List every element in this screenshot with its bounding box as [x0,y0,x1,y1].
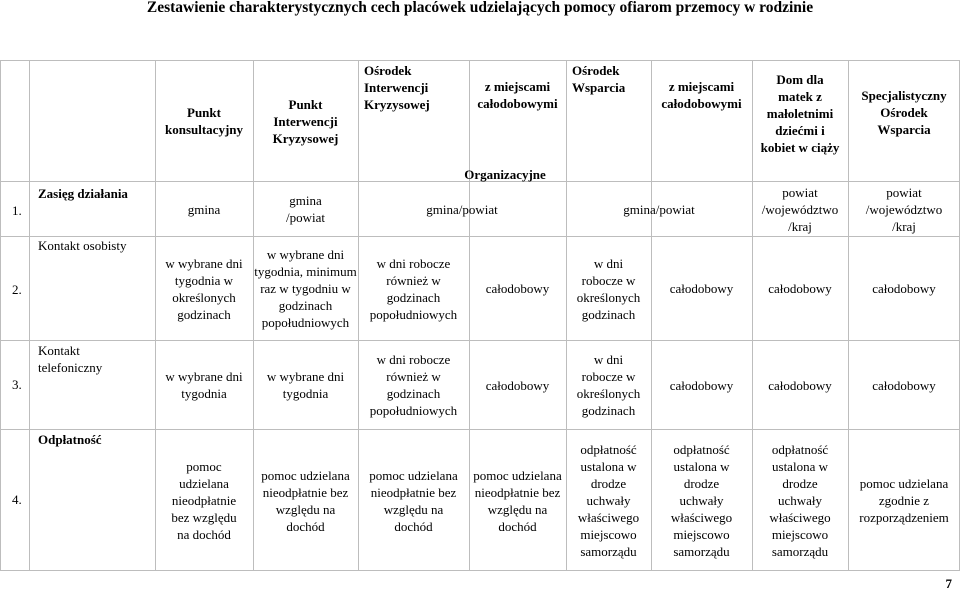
row-number: 2. [12,282,22,297]
cell-ow-telefoniczny: w dni robocze w określonych godzinach [576,352,641,418]
cell-sow-odplatnosc: pomoc udzielana zgodnie z rozporządzeniem [859,476,949,525]
header-punkt-interwencji: Punkt Interwencji Kryzysowej [272,96,339,146]
header-osrodek-interwencji-full: z miejscami całodobowymi [477,79,558,111]
cell-ow-odplatnosc: odpłatność ustalona w drodze uchwały właściwego miejscowo samorządu [577,442,640,559]
cell-ow-full-telefoniczny: całodobowy [669,377,734,393]
page-title: Zestawienie charakterystycznych cech placówek udzielających pomocy ofiarom przemocy w rodzinie [146,0,814,16]
row-label-odplatnosc: Odpłatność [38,432,102,447]
cell-ow-full-odplatnosc: odpłatność ustalona w drodze uchwały właściwego miejscowo samorządu [670,442,733,559]
header-osrodek-wsparcia-title: Ośrodek [572,63,620,78]
row-label-zasieg: Zasięg działania [38,186,128,201]
header-osrodek-wsparcia-full: z miejscami całodobowymi [661,79,742,111]
cell-sow-osobisty: całodobowy [872,281,936,296]
header-osrodek-interwencji-name: Interwencji Kryzysowej [364,80,430,112]
header-specjalistyczny: Specjalistyczny Ośrodek Wsparcia [861,87,947,137]
cell-pk-zasieg: gmina [187,201,221,217]
cell-pik-zasieg: gmina /powiat [286,193,325,225]
cell-pik-telefoniczny: w wybrane dni tygodnia [266,369,345,401]
cell-pk-telefoniczny: w wybrane dni tygodnia [165,369,243,401]
row-label-kontakt-osobisty: Kontakt osobisty [38,238,127,253]
cell-dom-odplatnosc: odpłatność ustalona w drodze uchwały właściwego miejscowo samorządu [769,442,831,559]
header-punkt-konsultacyjny: Punkt konsultacyjny [164,105,244,137]
cell-dom-zasieg: powiat /województwo /kraj [761,184,839,234]
cell-pik-osobisty: w wybrane dni tygodnia, minimum raz w tygodniu w godzinach popołudniowych [254,247,357,330]
header-osrodek-wsparcia-name: Wsparcia [572,80,626,95]
cell-oik-full-osobisty: całodobowy [485,281,550,296]
cell-oik-full-telefoniczny: całodobowy [485,377,550,393]
cell-oik-full-odplatnosc: pomoc udzielana nieodpłatnie bez względu na dochód [473,467,562,534]
cell-oik-zasieg: gmina/powiat [426,201,498,217]
cell-oik-osobisty: w dni robocze również w godzinach popołudniowych [369,255,458,322]
page-number: 7 [945,576,952,591]
cell-oik-telefoniczny: w dni robocze również w godzinach popołudniowych [369,352,458,418]
cell-dom-osobisty: całodobowy [768,281,832,296]
cell-ow-zasieg: gmina/powiat [623,201,695,217]
cell-sow-telefoniczny: całodobowy [872,377,936,393]
cell-pk-odplatnosc: pomoc udzielana nieodpłatnie bez względu na dochód [171,459,237,542]
header-organizacyjne: Organizacyjne [464,166,546,182]
row-number: 4. [12,492,22,507]
header-dom-dla-matek: Dom dla matek z małoletnimi dziećmi i kobiet w ciąży [760,71,840,155]
row-label-kontakt-telefoniczny: Kontakt telefoniczny [38,343,103,375]
grid-line [29,60,30,571]
cell-ow-full-osobisty: całodobowy [669,281,734,296]
cell-pk-osobisty: w wybrane dni tygodnia w określonych godzinach [165,255,243,322]
header-osrodek-interwencji-title: Ośrodek [364,63,412,78]
row-number: 1. [12,203,22,218]
row-number: 3. [12,377,22,392]
cell-pik-odplatnosc: pomoc udzielana nieodpłatnie bez względu na dochód [261,467,350,534]
cell-ow-osobisty: w dni robocze w określonych godzinach [576,255,641,322]
cell-oik-odplatnosc: pomoc udzielana nieodpłatnie bez względu na dochód [369,467,458,534]
cell-sow-zasieg: powiat /województwo /kraj [865,184,943,234]
cell-dom-telefoniczny: całodobowy [768,377,832,393]
